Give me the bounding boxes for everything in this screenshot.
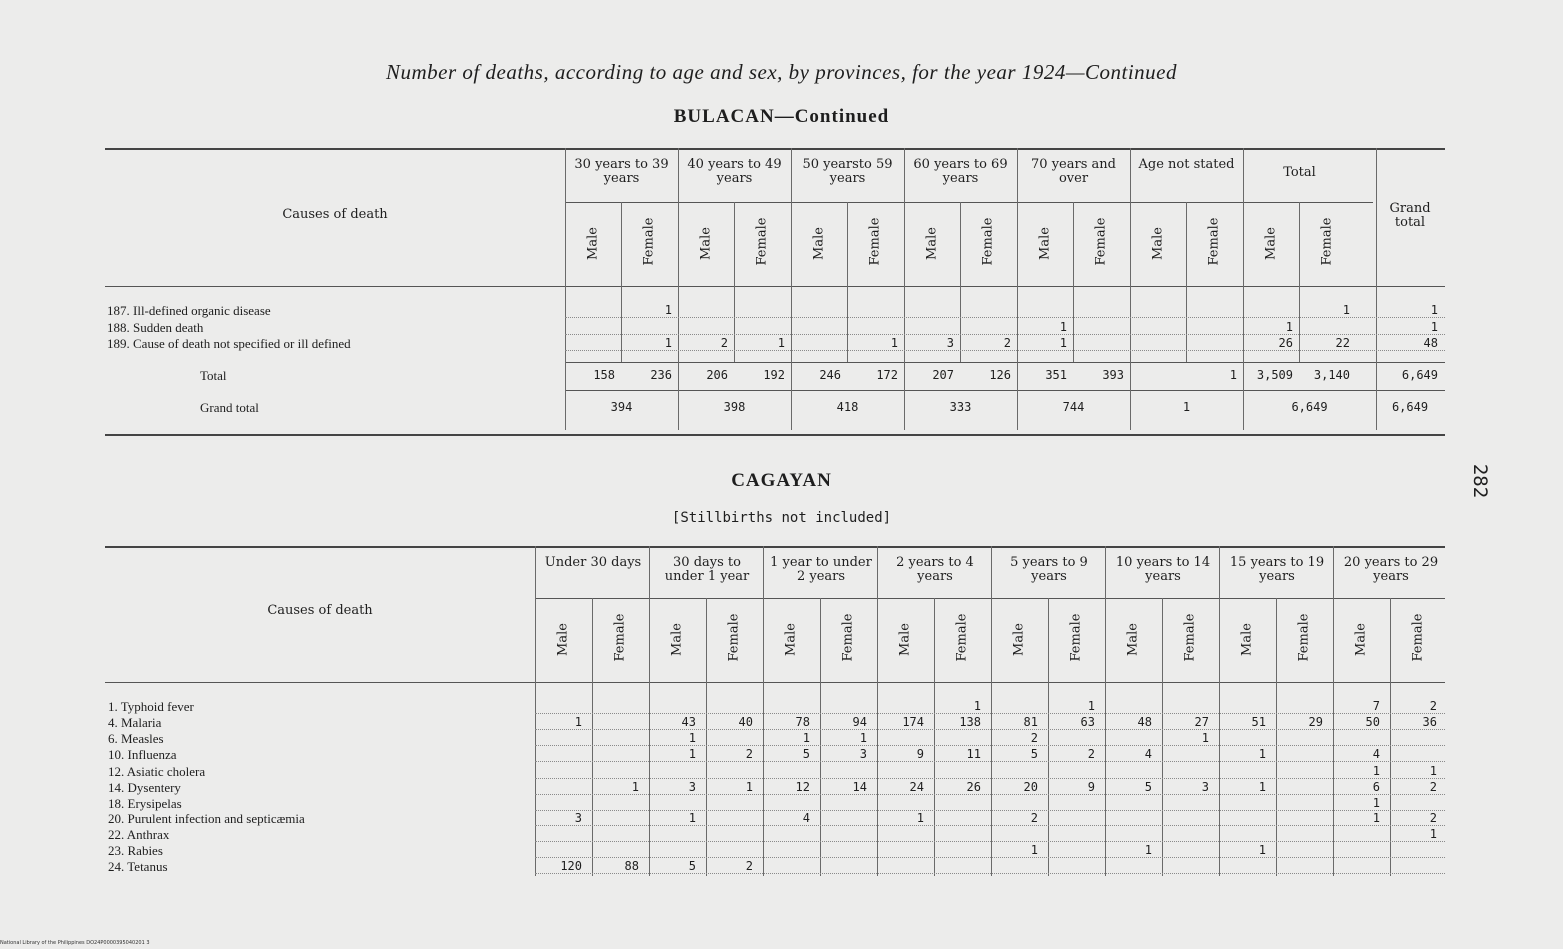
total-cell: 126 xyxy=(989,368,1011,382)
cagayan-title: CAGAYAN xyxy=(731,470,832,491)
table-cell: 2 xyxy=(1429,699,1437,713)
row-leader xyxy=(535,794,1445,795)
table-cell: 81 xyxy=(1023,715,1038,729)
table-cell: 1 xyxy=(1430,303,1438,317)
footer-text: National Library of the Philippines DO24P0000395040201 3 xyxy=(0,940,150,946)
table-cell: 14 xyxy=(852,780,867,794)
grand-total-cell: 6,649 xyxy=(1291,400,1328,414)
table-cell: 24 xyxy=(909,780,924,794)
table-cell: 120 xyxy=(560,859,582,873)
table-cell: 94 xyxy=(852,715,867,729)
age-group-header: Total xyxy=(1283,165,1316,180)
male-subheader: Male xyxy=(1037,227,1053,260)
age-group-header: 2 years to 4 years xyxy=(896,555,974,584)
age-group-header: 70 years and over xyxy=(1031,157,1116,186)
table-cell: 1 xyxy=(1429,764,1437,778)
female-subheader: Female xyxy=(1068,613,1084,662)
cause-label: 4. Malaria xyxy=(108,715,162,730)
column-divider xyxy=(565,148,566,430)
table-cell: 9 xyxy=(916,747,924,761)
table-cell: 12 xyxy=(795,780,810,794)
column-divider xyxy=(706,598,707,876)
table-cell: 11 xyxy=(966,747,981,761)
male-subheader: Male xyxy=(698,227,714,260)
cause-label: 187. Ill-defined organic disease xyxy=(107,303,271,318)
table-cell: 1 xyxy=(1430,320,1438,334)
table-cell: 48 xyxy=(1137,715,1152,729)
table-cell: 4 xyxy=(1144,747,1152,761)
table-cell: 1 xyxy=(916,811,924,825)
column-divider xyxy=(904,148,905,430)
cause-label: 12. Asiatic cholera xyxy=(108,764,206,779)
age-group-header: 1 year to under 2 years xyxy=(770,555,872,584)
column-divider xyxy=(1243,148,1244,430)
table-cell: 1 xyxy=(1144,843,1152,857)
total-cell: 3,140 xyxy=(1313,368,1350,382)
grand-total-header: Grand total xyxy=(1389,201,1431,230)
male-subheader: Male xyxy=(783,623,799,656)
row-leader xyxy=(565,317,1445,318)
table-cell: 1 xyxy=(1285,320,1293,334)
male-subheader: Male xyxy=(811,227,827,260)
table-cell: 1 xyxy=(1372,764,1380,778)
table-cell: 3 xyxy=(1201,780,1209,794)
table-cell: 1 xyxy=(1342,303,1350,317)
table-cell: 1 xyxy=(1087,699,1095,713)
bulacan-title: BULACAN—Continued xyxy=(673,106,890,127)
column-divider xyxy=(1048,598,1049,876)
table-cell: 1 xyxy=(574,715,582,729)
table-cell: 1 xyxy=(1258,843,1266,857)
column-divider xyxy=(1017,148,1018,430)
table-cell: 138 xyxy=(959,715,981,729)
total-cell: 351 xyxy=(1045,368,1067,382)
grand-total-cell: 418 xyxy=(836,400,859,414)
grand-total-cell: 6,649 xyxy=(1391,400,1429,414)
table-cell: 4 xyxy=(802,811,810,825)
female-subheader: Female xyxy=(1319,217,1335,266)
row-leader xyxy=(565,334,1445,335)
age-group-header: 40 years to 49 years xyxy=(687,157,782,186)
table-cell: 5 xyxy=(1030,747,1038,761)
column-divider xyxy=(763,546,764,876)
total-cell: 246 xyxy=(819,368,841,382)
table-cell: 1 xyxy=(664,336,672,350)
table-cell: 1 xyxy=(1059,336,1067,350)
male-subheader: Male xyxy=(669,623,685,656)
table-cell: 29 xyxy=(1308,715,1323,729)
table-cell: 1 xyxy=(777,336,785,350)
table-cell: 26 xyxy=(1278,336,1293,350)
total-cell: 1 xyxy=(1229,368,1237,382)
table-cell: 36 xyxy=(1422,715,1437,729)
male-subheader: Male xyxy=(1150,227,1166,260)
age-group-header: 10 years to 14 years xyxy=(1115,555,1211,584)
table-cell: 7 xyxy=(1372,699,1380,713)
table-cell: 2 xyxy=(1003,336,1011,350)
grand-total-cell: 333 xyxy=(949,400,972,414)
cause-label: 189. Cause of death not specified or ill defined xyxy=(107,336,351,351)
table-cell: 1 xyxy=(1372,811,1380,825)
total-cell: 192 xyxy=(763,368,785,382)
table-cell: 1 xyxy=(973,699,981,713)
column-divider xyxy=(1376,148,1377,430)
male-subheader: Male xyxy=(1353,623,1369,656)
table-cell: 1 xyxy=(1258,780,1266,794)
total-cell: 3,509 xyxy=(1256,368,1293,382)
column-divider xyxy=(877,546,878,876)
male-subheader: Male xyxy=(924,227,940,260)
table-cell: 3 xyxy=(859,747,867,761)
female-subheader: Female xyxy=(1093,217,1109,266)
female-subheader: Female xyxy=(612,613,628,662)
table-cell: 2 xyxy=(745,747,753,761)
column-divider xyxy=(1130,148,1131,430)
table-cell: 1 xyxy=(802,731,810,745)
table-cell: 48 xyxy=(1423,336,1438,350)
column-divider xyxy=(1105,546,1106,876)
cause-label: 6. Measles xyxy=(108,731,164,746)
cagayan-subtitle: [Stillbirths not included] xyxy=(671,510,892,526)
cause-label: 22. Anthrax xyxy=(108,827,170,842)
table-cell: 43 xyxy=(681,715,696,729)
female-subheader: Female xyxy=(867,217,883,266)
page-title: Number of deaths, according to age and sex, by provinces, for the year 1924—Continued xyxy=(386,60,1177,84)
table-cell: 3 xyxy=(574,811,582,825)
age-group-header: 60 years to 69 years xyxy=(913,157,1008,186)
female-subheader: Female xyxy=(641,217,657,266)
grand-total-cell: 398 xyxy=(723,400,746,414)
grand-total-label: Grand total xyxy=(200,400,259,415)
female-subheader: Female xyxy=(754,217,770,266)
cause-label: 24. Tetanus xyxy=(108,859,168,874)
column-divider xyxy=(1186,202,1187,362)
age-group-header: 30 years to 39 years xyxy=(574,157,669,186)
table-cell: 5 xyxy=(802,747,810,761)
table-cell: 1 xyxy=(688,811,696,825)
age-group-header: 5 years to 9 years xyxy=(1010,555,1088,584)
total-cell: 158 xyxy=(593,368,615,382)
total-cell: 207 xyxy=(932,368,954,382)
total-cell: 6,649 xyxy=(1401,368,1438,382)
table-cell: 2 xyxy=(1030,731,1038,745)
cause-label: 20. Purulent infection and septicæmia xyxy=(108,811,305,826)
table-cell: 1 xyxy=(1030,843,1038,857)
table-cell: 5 xyxy=(1144,780,1152,794)
table-cell: 27 xyxy=(1194,715,1209,729)
age-group-header: 15 years to 19 years xyxy=(1229,555,1325,584)
row-leader xyxy=(535,857,1445,858)
age-group-header: 30 days to under 1 year xyxy=(664,555,750,584)
total-cell: 393 xyxy=(1102,368,1124,382)
row-leader xyxy=(565,350,1445,351)
age-group-header: 50 yearsto 59 years xyxy=(802,157,893,186)
column-divider xyxy=(991,546,992,876)
causes-of-death-header: Causes of death xyxy=(267,603,373,618)
age-group-header: Age not stated xyxy=(1138,157,1235,172)
page-number: 282 xyxy=(1469,463,1491,499)
grand-total-cell: 394 xyxy=(610,400,633,414)
row-leader xyxy=(535,778,1445,779)
column-divider xyxy=(649,546,650,876)
column-divider xyxy=(791,148,792,430)
female-subheader: Female xyxy=(1182,613,1198,662)
male-subheader: Male xyxy=(585,227,601,260)
cause-label: 14. Dysentery xyxy=(108,780,181,795)
table-cell: 9 xyxy=(1087,780,1095,794)
grand-total-cell: 1 xyxy=(1182,400,1191,414)
female-subheader: Female xyxy=(840,613,856,662)
female-subheader: Female xyxy=(1206,217,1222,266)
total-cell: 206 xyxy=(706,368,728,382)
male-subheader: Male xyxy=(1011,623,1027,656)
table-cell: 50 xyxy=(1365,715,1380,729)
table-cell: 51 xyxy=(1251,715,1266,729)
table-cell: 2 xyxy=(1429,780,1437,794)
row-leader xyxy=(535,841,1445,842)
table-cell: 2 xyxy=(720,336,728,350)
table-cell: 1 xyxy=(745,780,753,794)
female-subheader: Female xyxy=(726,613,742,662)
column-divider xyxy=(934,598,935,876)
table-cell: 78 xyxy=(795,715,810,729)
row-leader xyxy=(535,713,1445,714)
table-cell: 1 xyxy=(1258,747,1266,761)
table-cell: 1 xyxy=(890,336,898,350)
total-cell: 172 xyxy=(876,368,898,382)
column-divider xyxy=(535,546,536,876)
row-leader xyxy=(535,729,1445,730)
total-cell: 236 xyxy=(650,368,672,382)
table-cell: 20 xyxy=(1023,780,1038,794)
table-cell: 174 xyxy=(902,715,924,729)
table-cell: 6 xyxy=(1372,780,1380,794)
row-leader xyxy=(535,873,1445,874)
row-leader xyxy=(535,825,1445,826)
table-cell: 1 xyxy=(1429,827,1437,841)
causes-of-death-header: Causes of death xyxy=(282,207,388,222)
table-cell: 2 xyxy=(745,859,753,873)
column-divider xyxy=(1073,202,1074,362)
table-cell: 40 xyxy=(738,715,753,729)
table-cell: 1 xyxy=(1372,796,1380,810)
table-cell: 2 xyxy=(1087,747,1095,761)
column-divider xyxy=(1219,546,1220,876)
column-divider xyxy=(1276,598,1277,876)
grand-total-cell: 744 xyxy=(1062,400,1085,414)
cause-label: 10. Influenza xyxy=(108,747,177,762)
cause-label: 188. Sudden death xyxy=(107,320,204,335)
male-subheader: Male xyxy=(1239,623,1255,656)
cause-label: 23. Rabies xyxy=(108,843,163,858)
table-cell: 1 xyxy=(1059,320,1067,334)
total-label: Total xyxy=(200,368,227,383)
cause-label: 18. Erysipelas xyxy=(108,796,182,811)
female-subheader: Female xyxy=(1410,613,1426,662)
row-leader xyxy=(535,761,1445,762)
table-cell: 1 xyxy=(631,780,639,794)
table-cell: 3 xyxy=(688,780,696,794)
table-cell: 3 xyxy=(946,336,954,350)
row-leader xyxy=(535,745,1445,746)
male-subheader: Male xyxy=(1125,623,1141,656)
table-cell: 2 xyxy=(1429,811,1437,825)
age-group-header: 20 years to 29 years xyxy=(1343,555,1439,584)
table-cell: 1 xyxy=(1201,731,1209,745)
male-subheader: Male xyxy=(1263,227,1279,260)
table-cell: 88 xyxy=(624,859,639,873)
cause-label: 1. Typhoid fever xyxy=(108,699,194,714)
table-cell: 1 xyxy=(688,731,696,745)
column-divider xyxy=(592,598,593,876)
female-subheader: Female xyxy=(954,613,970,662)
age-group-header: Under 30 days xyxy=(544,555,642,570)
table-cell: 63 xyxy=(1080,715,1095,729)
table-cell: 2 xyxy=(1030,811,1038,825)
female-subheader: Female xyxy=(980,217,996,266)
table-cell: 1 xyxy=(664,303,672,317)
female-subheader: Female xyxy=(1296,613,1312,662)
table-cell: 5 xyxy=(688,859,696,873)
table-cell: 26 xyxy=(966,780,981,794)
column-divider xyxy=(678,148,679,430)
table-cell: 1 xyxy=(859,731,867,745)
male-subheader: Male xyxy=(555,623,571,656)
male-subheader: Male xyxy=(897,623,913,656)
table-cell: 1 xyxy=(688,747,696,761)
table-cell: 4 xyxy=(1372,747,1380,761)
table-cell: 22 xyxy=(1335,336,1350,350)
